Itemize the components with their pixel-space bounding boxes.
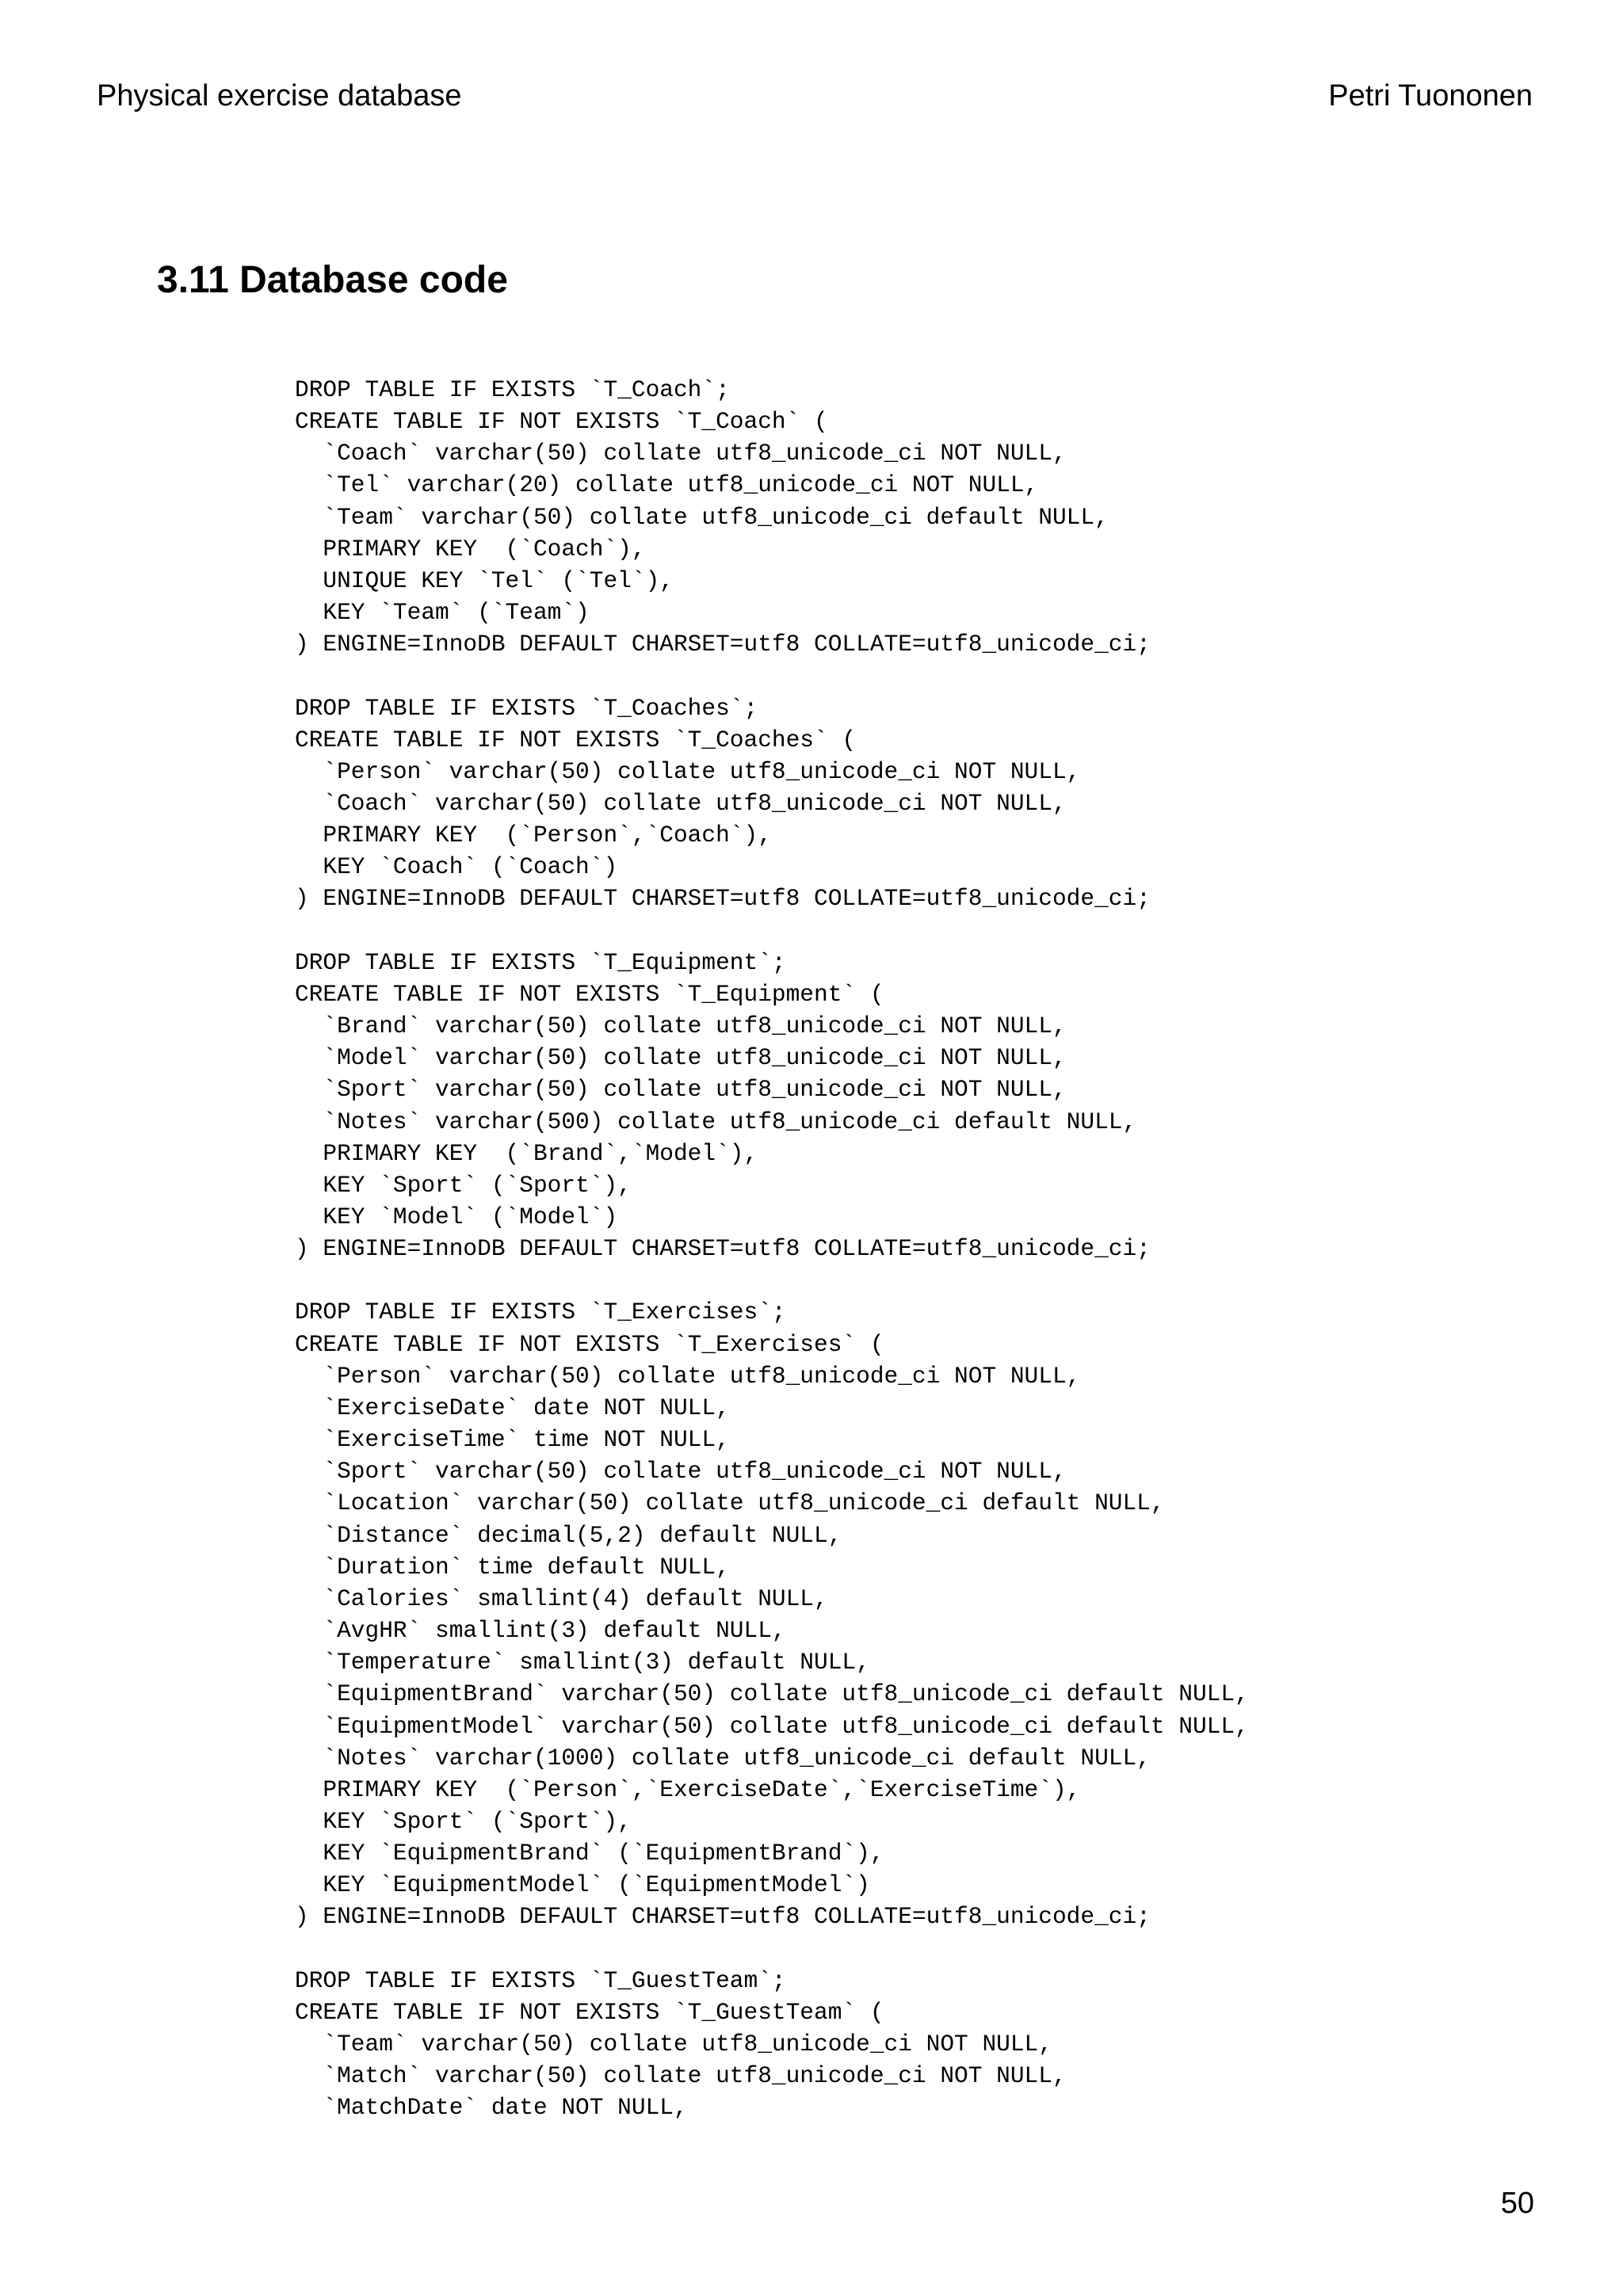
code-line: KEY `Team` (`Team`) [295,599,590,627]
code-line: `EquipmentModel` varchar(50) collate utf8_unicode_ci default NULL, [295,1712,1249,1740]
code-line [295,915,1249,947]
code-line: DROP TABLE IF EXISTS `T_Coach`; [295,376,730,403]
code-line: `Brand` varchar(50) collate utf8_unicode_ci NOT NULL, [295,1013,1067,1040]
code-line: `Person` varchar(50) collate utf8_unicode_ci NOT NULL, [295,1362,1081,1390]
code-line: DROP TABLE IF EXISTS `T_Coaches`; [295,694,758,722]
code-line: `ExerciseTime` time NOT NULL, [295,1426,730,1454]
code-line: PRIMARY KEY (`Person`,`Coach`), [295,822,772,849]
code-line: PRIMARY KEY (`Coach`), [295,535,646,563]
author-name: Petri Tuononen [1328,79,1533,113]
code-line [295,1264,1249,1296]
code-line: `AvgHR` smallint(3) default NULL, [295,1617,786,1645]
code-line: `Coach` varchar(50) collate utf8_unicode_ci NOT NULL, [295,440,1067,467]
code-line: `Distance` decimal(5,2) default NULL, [295,1521,842,1549]
code-line: `Person` varchar(50) collate utf8_unicode_ci NOT NULL, [295,757,1081,785]
code-line: `Sport` varchar(50) collate utf8_unicode_ci NOT NULL, [295,1076,1067,1104]
sql-code-block [295,374,1249,2124]
code-line: DROP TABLE IF EXISTS `T_Exercises`; [295,1299,786,1326]
code-line: `Location` varchar(50) collate utf8_unicode_ci default NULL, [295,1489,1165,1517]
code-line: UNIQUE KEY `Tel` (`Tel`), [295,566,674,594]
code-line: `Notes` varchar(500) collate utf8_unicode_ci default NULL, [295,1108,1137,1135]
code-line: PRIMARY KEY (`Brand`,`Model`), [295,1139,758,1167]
code-line: KEY `EquipmentModel` (`EquipmentModel`) [295,1871,870,1899]
code-line: CREATE TABLE IF NOT EXISTS `T_Exercises` ( [295,1330,884,1358]
code-line: `Model` varchar(50) collate utf8_unicode_ci NOT NULL, [295,1044,1067,1072]
code-line: ) ENGINE=InnoDB DEFAULT CHARSET=utf8 COLLATE=utf8_unicode_ci; [295,631,1151,658]
code-line: `Tel` varchar(20) collate utf8_unicode_ci NOT NULL, [295,471,1039,499]
code-line: `Coach` varchar(50) collate utf8_unicode_ci NOT NULL, [295,790,1067,818]
code-line [295,1933,1249,1965]
code-line: CREATE TABLE IF NOT EXISTS `T_Coaches` ( [295,726,857,753]
code-line: KEY `EquipmentBrand` (`EquipmentBrand`), [295,1840,884,1867]
code-line: DROP TABLE IF EXISTS `T_GuestTeam`; [295,1966,786,1994]
code-line: CREATE TABLE IF NOT EXISTS `T_Coach` ( [295,408,828,436]
section-heading: 3.11 Database code [157,259,508,301]
code-line: PRIMARY KEY (`Person`,`ExerciseDate`,`ExerciseTime`), [295,1775,1081,1803]
code-line: KEY `Model` (`Model`) [295,1203,618,1231]
code-line: `Notes` varchar(1000) collate utf8_unicode_ci default NULL, [295,1744,1151,1772]
code-line: CREATE TABLE IF NOT EXISTS `T_Equipment` ( [295,980,884,1008]
code-line: KEY `Sport` (`Sport`), [295,1171,632,1199]
code-line: ) ENGINE=InnoDB DEFAULT CHARSET=utf8 COLLATE=utf8_unicode_ci; [295,885,1151,913]
code-line: `Sport` varchar(50) collate utf8_unicode_ci NOT NULL, [295,1458,1067,1486]
code-line: `Team` varchar(50) collate utf8_unicode_ci NOT NULL, [295,2031,1052,2058]
code-line: `Match` varchar(50) collate utf8_unicode_ci NOT NULL, [295,2062,1067,2090]
code-line: `Temperature` smallint(3) default NULL, [295,1649,870,1676]
code-line: `Duration` time default NULL, [295,1553,730,1581]
code-line: KEY `Sport` (`Sport`), [295,1807,632,1835]
code-line: ) ENGINE=InnoDB DEFAULT CHARSET=utf8 COLLATE=utf8_unicode_ci; [295,1235,1151,1263]
page-header [97,76,1533,116]
code-line: KEY `Coach` (`Coach`) [295,853,618,881]
code-line: `MatchDate` date NOT NULL, [295,2094,688,2122]
document-title: Physical exercise database [97,79,462,113]
code-line: `EquipmentBrand` varchar(50) collate utf8_unicode_ci default NULL, [295,1680,1249,1708]
code-line [295,660,1249,692]
page-number: 50 [1500,2187,1534,2220]
code-line: CREATE TABLE IF NOT EXISTS `T_GuestTeam` ( [295,1998,884,2026]
code-line: DROP TABLE IF EXISTS `T_Equipment`; [295,948,786,976]
code-line: `Calories` smallint(4) default NULL, [295,1585,828,1612]
code-line: `Team` varchar(50) collate utf8_unicode_ci default NULL, [295,503,1109,531]
code-line: ) ENGINE=InnoDB DEFAULT CHARSET=utf8 COLLATE=utf8_unicode_ci; [295,1903,1151,1931]
code-line: `ExerciseDate` date NOT NULL, [295,1394,730,1421]
